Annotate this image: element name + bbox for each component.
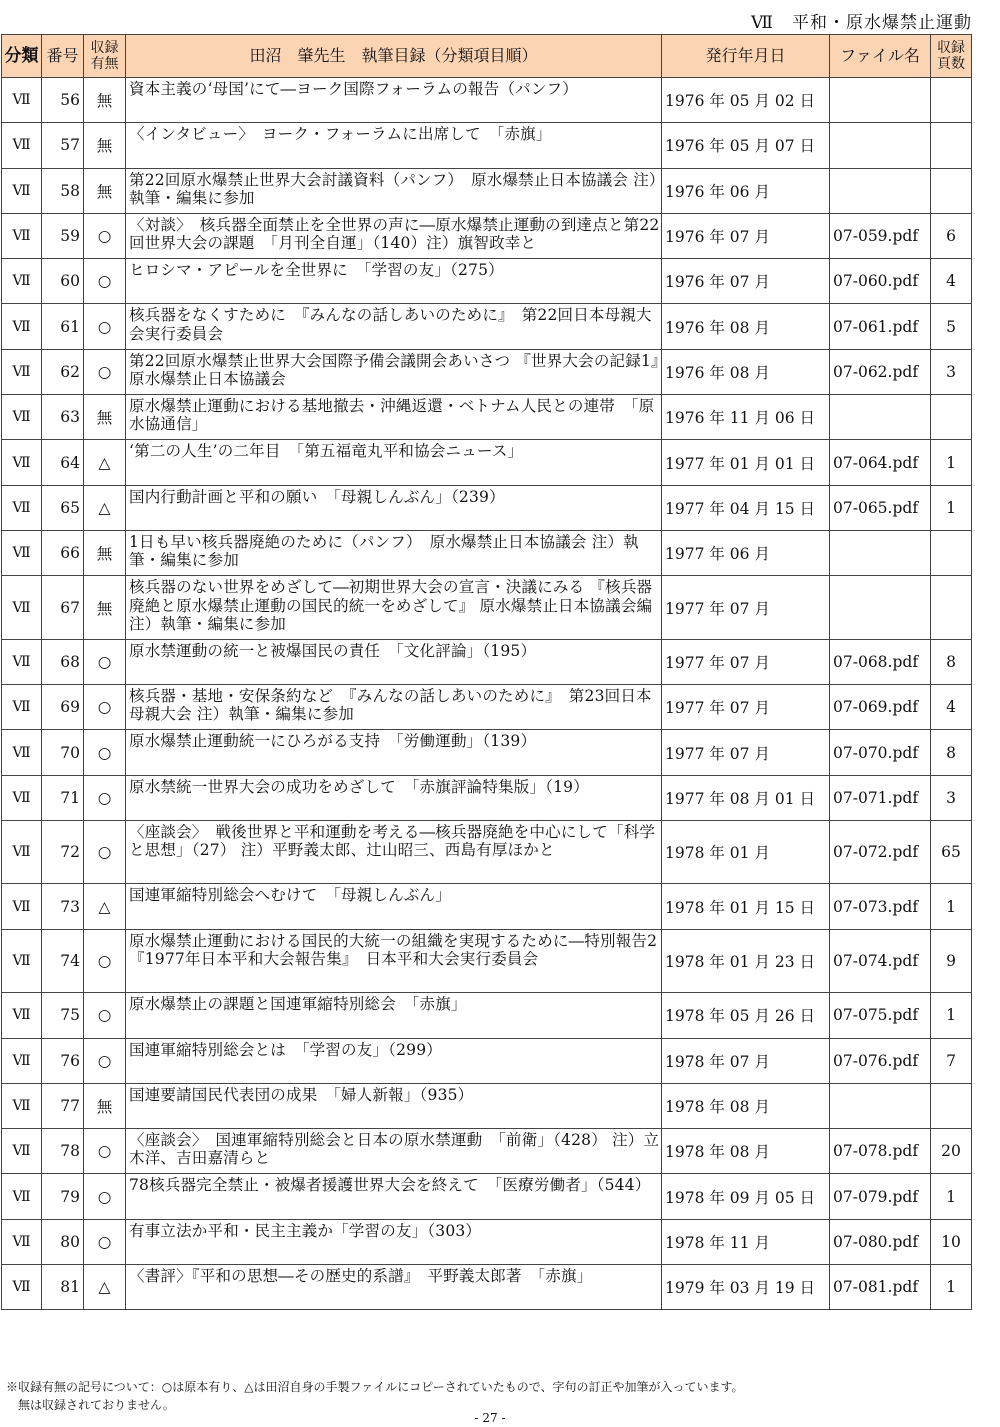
row-number: 59 (42, 213, 84, 258)
row-file: 07-068.pdf (830, 639, 931, 684)
row-recorded: ○ (84, 820, 126, 884)
row-title: 国内行動計画と平和の願い 「母親しんぶん」（239） (126, 485, 662, 530)
row-recorded: 無 (84, 530, 126, 575)
row-date: 1978 年 01 月 15 日 (662, 884, 830, 929)
row-number: 70 (42, 730, 84, 775)
row-date: 1976 年 07 月 (662, 213, 830, 258)
row-file: 07-076.pdf (830, 1038, 931, 1083)
row-date: 1978 年 08 月 (662, 1129, 830, 1174)
header-number: 番号 (42, 35, 84, 78)
row-pages: 9 (931, 929, 972, 993)
row-title: 原水禁統一世界大会の成功をめざして 「赤旗評論特集版」（19） (126, 775, 662, 820)
table-row (2, 1038, 972, 1083)
row-recorded: 無 (84, 78, 126, 123)
row-recorded: ○ (84, 259, 126, 304)
table-row (2, 639, 972, 684)
row-number: 79 (42, 1174, 84, 1219)
table-row (2, 213, 972, 258)
row-recorded: ○ (84, 993, 126, 1038)
row-date: 1978 年 07 月 (662, 1038, 830, 1083)
row-number: 75 (42, 993, 84, 1038)
table-row (2, 395, 972, 440)
row-file (830, 530, 931, 575)
row-recorded: ○ (84, 639, 126, 684)
row-title: ヒロシマ・アピールを全世界に 「学習の友」（275） (126, 259, 662, 304)
table-row (2, 1174, 972, 1219)
row-title: 原水禁運動の統一と被爆国民の責任 「文化評論」（195） (126, 639, 662, 684)
row-date: 1977 年 04 月 15 日 (662, 485, 830, 530)
row-category: Ⅶ (2, 820, 42, 884)
row-recorded: ○ (84, 1129, 126, 1174)
row-pages: 20 (931, 1129, 972, 1174)
row-title: 核兵器・基地・安保条約など 『みんなの話しあいのために』 第23回日本母親大会 注）執筆・編集に参加 (126, 685, 662, 730)
row-file: 07-065.pdf (830, 485, 931, 530)
row-pages: 7 (931, 1038, 972, 1083)
row-title: 〈座談会〉 国連軍縮特別総会と日本の原水禁運動 「前衛」（428） 注）立木洋、吉田嘉清らと (126, 1129, 662, 1174)
header-file: ファイル名 (830, 35, 931, 78)
header-pages: 収録頁数 (931, 35, 972, 78)
row-category: Ⅶ (2, 78, 42, 123)
row-date: 1978 年 08 月 (662, 1083, 830, 1128)
row-category: Ⅶ (2, 929, 42, 993)
row-number: 57 (42, 123, 84, 168)
row-date: 1977 年 07 月 (662, 576, 830, 640)
row-category: Ⅶ (2, 440, 42, 485)
row-pages: 4 (931, 259, 972, 304)
table-row (2, 730, 972, 775)
section-title: Ⅶ 平和・原水爆禁止運動 (751, 13, 972, 33)
row-file (830, 168, 931, 213)
table-header-row (2, 35, 972, 78)
row-title: 原水爆禁止運動における基地撤去・沖縄返還・ベトナム人民との連帯 「原水協通信」 (126, 395, 662, 440)
row-title: 原水爆禁止運動統一にひろがる支持 「労働運動」（139） (126, 730, 662, 775)
row-pages (931, 576, 972, 640)
row-date: 1979 年 03 月 19 日 (662, 1265, 830, 1310)
row-title: 国連要請国民代表団の成果 「婦人新報」（935） (126, 1083, 662, 1128)
row-file: 07-069.pdf (830, 685, 931, 730)
row-date: 1978 年 05 月 26 日 (662, 993, 830, 1038)
footnote (6, 1378, 744, 1414)
row-title: 核兵器のない世界をめざして―初期世界大会の宣言・決議にみる 『核兵器廃絶と原水爆禁止運動の国民的統一をめざして』 原水爆禁止日本協議会編 注）執筆・編集に参加 (126, 576, 662, 640)
row-title: 〈書評〉『平和の思想―その歴史的系譜』 平野義太郎著 「赤旗」 (126, 1265, 662, 1310)
row-file (830, 395, 931, 440)
row-date: 1977 年 07 月 (662, 730, 830, 775)
row-pages: 3 (931, 775, 972, 820)
row-number: 72 (42, 820, 84, 884)
row-file: 07-080.pdf (830, 1219, 931, 1264)
row-file (830, 78, 931, 123)
row-category: Ⅶ (2, 1265, 42, 1310)
row-number: 80 (42, 1219, 84, 1264)
row-title: 有事立法か平和・民主主義か「学習の友」（303） (126, 1219, 662, 1264)
table-row (2, 304, 972, 349)
header-recorded: 収録有無 (84, 35, 126, 78)
row-title: 1日も早い核兵器廃絶のために（パンフ） 原水爆禁止日本協議会 注）執筆・編集に参加 (126, 530, 662, 575)
row-date: 1978 年 09 月 05 日 (662, 1174, 830, 1219)
row-number: 69 (42, 685, 84, 730)
row-pages: 1 (931, 993, 972, 1038)
row-recorded: △ (84, 1265, 126, 1310)
row-pages: 1 (931, 884, 972, 929)
row-number: 56 (42, 78, 84, 123)
row-category: Ⅶ (2, 993, 42, 1038)
table-row (2, 168, 972, 213)
row-recorded: ○ (84, 349, 126, 394)
row-category: Ⅶ (2, 123, 42, 168)
row-title: 78核兵器完全禁止・被爆者援護世界大会を終えて 「医療労働者」（544） (126, 1174, 662, 1219)
header-title: 田沼 肇先生 執筆目録（分類項目順） (126, 35, 662, 78)
row-recorded: 無 (84, 168, 126, 213)
row-category: Ⅶ (2, 1038, 42, 1083)
row-number: 68 (42, 639, 84, 684)
row-recorded: 無 (84, 395, 126, 440)
table-row (2, 884, 972, 929)
row-recorded: ○ (84, 1174, 126, 1219)
row-file: 07-075.pdf (830, 993, 931, 1038)
table-row (2, 1219, 972, 1264)
row-number: 77 (42, 1083, 84, 1128)
row-recorded: ○ (84, 1219, 126, 1264)
row-category: Ⅶ (2, 530, 42, 575)
row-category: Ⅶ (2, 485, 42, 530)
row-pages: 8 (931, 639, 972, 684)
row-date: 1978 年 11 月 (662, 1219, 830, 1264)
table-row (2, 820, 972, 884)
row-recorded: 無 (84, 1083, 126, 1128)
row-pages (931, 530, 972, 575)
page-number: - 27 - (474, 1411, 506, 1425)
row-date: 1977 年 01 月 01 日 (662, 440, 830, 485)
row-category: Ⅶ (2, 213, 42, 258)
row-number: 60 (42, 259, 84, 304)
row-file: 07-074.pdf (830, 929, 931, 993)
row-category: Ⅶ (2, 576, 42, 640)
table-row (2, 1083, 972, 1128)
row-category: Ⅶ (2, 1174, 42, 1219)
table-row (2, 485, 972, 530)
row-date: 1976 年 07 月 (662, 259, 830, 304)
row-pages: 65 (931, 820, 972, 884)
row-category: Ⅶ (2, 730, 42, 775)
row-title: 原水爆禁止運動における国民的大統一の組織を実現するために―特別報告2 『1977年日本平和大会報告集』 日本平和大会実行委員会 (126, 929, 662, 993)
row-file: 07-059.pdf (830, 213, 931, 258)
table-row (2, 123, 972, 168)
row-pages: 4 (931, 685, 972, 730)
row-pages: 8 (931, 730, 972, 775)
table-row (2, 1129, 972, 1174)
row-file: 07-064.pdf (830, 440, 931, 485)
table-row (2, 685, 972, 730)
row-recorded: ○ (84, 1038, 126, 1083)
row-title: 国連軍縮特別総会とは 「学習の友」（299） (126, 1038, 662, 1083)
row-pages (931, 1083, 972, 1128)
row-date: 1978 年 01 月 (662, 820, 830, 884)
row-number: 58 (42, 168, 84, 213)
row-category: Ⅶ (2, 685, 42, 730)
row-recorded: ○ (84, 775, 126, 820)
row-file: 07-078.pdf (830, 1129, 931, 1174)
row-number: 71 (42, 775, 84, 820)
row-category: Ⅶ (2, 168, 42, 213)
table-row (2, 440, 972, 485)
row-number: 65 (42, 485, 84, 530)
row-date: 1978 年 01 月 23 日 (662, 929, 830, 993)
row-pages (931, 168, 972, 213)
table-row (2, 1265, 972, 1310)
footnote-line-2: 無は収録されておりません。 (18, 1398, 175, 1412)
header-date: 発行年月日 (662, 35, 830, 78)
row-category: Ⅶ (2, 775, 42, 820)
row-pages: 1 (931, 440, 972, 485)
row-title: 〈インタビュー〉 ヨーク・フォーラムに出席して 「赤旗」 (126, 123, 662, 168)
row-recorded: ○ (84, 929, 126, 993)
table-row (2, 78, 972, 123)
row-file (830, 576, 931, 640)
row-title: 第22回原水爆禁止世界大会国際予備会議開会あいさつ 『世界大会の記録1』 原水爆禁止日本協議会 (126, 349, 662, 394)
row-file: 07-081.pdf (830, 1265, 931, 1310)
table-row (2, 775, 972, 820)
row-file (830, 1083, 931, 1128)
row-date: 1977 年 06 月 (662, 530, 830, 575)
row-date: 1977 年 07 月 (662, 639, 830, 684)
row-pages (931, 395, 972, 440)
row-category: Ⅶ (2, 259, 42, 304)
row-number: 76 (42, 1038, 84, 1083)
row-title: ‘第二の人生’の二年目 「第五福竜丸平和協会ニュース」 (126, 440, 662, 485)
row-number: 63 (42, 395, 84, 440)
row-category: Ⅶ (2, 395, 42, 440)
row-recorded: △ (84, 884, 126, 929)
row-pages: 10 (931, 1219, 972, 1264)
row-category: Ⅶ (2, 639, 42, 684)
row-category: Ⅶ (2, 1129, 42, 1174)
footnote-line-1: ※収録有無の記号について：○は原本有り、△は田沼自身の手製ファイルにコピーされていたもので、字句の訂正や加筆が入っています。 (6, 1380, 744, 1394)
table-row (2, 530, 972, 575)
row-recorded: △ (84, 485, 126, 530)
row-title: 〈対談〉 核兵器全面禁止を全世界の声に―原水爆禁止運動の到達点と第22回世界大会の課題 「月刊全自運」（140）注）旗智政幸と (126, 213, 662, 258)
table-body (2, 78, 972, 1310)
table-row (2, 993, 972, 1038)
row-recorded: ○ (84, 730, 126, 775)
row-date: 1976 年 06 月 (662, 168, 830, 213)
row-pages (931, 78, 972, 123)
row-number: 64 (42, 440, 84, 485)
row-file: 07-071.pdf (830, 775, 931, 820)
header-category: 分類 (2, 35, 42, 78)
row-pages: 1 (931, 1265, 972, 1310)
row-number: 67 (42, 576, 84, 640)
row-title: 国連軍縮特別総会へむけて 「母親しんぶん」 (126, 884, 662, 929)
row-category: Ⅶ (2, 1083, 42, 1128)
table-row (2, 349, 972, 394)
row-file (830, 123, 931, 168)
row-category: Ⅶ (2, 349, 42, 394)
row-file: 07-060.pdf (830, 259, 931, 304)
row-date: 1976 年 05 月 07 日 (662, 123, 830, 168)
row-recorded: ○ (84, 304, 126, 349)
bibliography-table (1, 34, 972, 1310)
row-title: 資本主義の‘母国’にて―ヨーク国際フォーラムの報告（パンフ） (126, 78, 662, 123)
row-pages: 1 (931, 1174, 972, 1219)
row-date: 1977 年 08 月 01 日 (662, 775, 830, 820)
row-file: 07-062.pdf (830, 349, 931, 394)
row-pages: 6 (931, 213, 972, 258)
row-file: 07-061.pdf (830, 304, 931, 349)
row-recorded: △ (84, 440, 126, 485)
table-row (2, 929, 972, 993)
row-number: 73 (42, 884, 84, 929)
row-category: Ⅶ (2, 884, 42, 929)
row-file: 07-073.pdf (830, 884, 931, 929)
table-row (2, 259, 972, 304)
row-number: 61 (42, 304, 84, 349)
row-recorded: 無 (84, 576, 126, 640)
row-category: Ⅶ (2, 1219, 42, 1264)
row-number: 78 (42, 1129, 84, 1174)
table-row (2, 576, 972, 640)
row-pages: 5 (931, 304, 972, 349)
row-recorded: 無 (84, 123, 126, 168)
row-title: 〈座談会〉 戦後世界と平和運動を考える―核兵器廃絶を中心にして「科学と思想」（27） 注）平野義太郎、辻山昭三、西島有厚ほかと (126, 820, 662, 884)
row-date: 1976 年 05 月 02 日 (662, 78, 830, 123)
row-pages: 1 (931, 485, 972, 530)
row-recorded: ○ (84, 213, 126, 258)
row-recorded: ○ (84, 685, 126, 730)
row-category: Ⅶ (2, 304, 42, 349)
row-pages (931, 123, 972, 168)
row-number: 74 (42, 929, 84, 993)
row-pages: 3 (931, 349, 972, 394)
row-file: 07-070.pdf (830, 730, 931, 775)
row-file: 07-079.pdf (830, 1174, 931, 1219)
row-number: 62 (42, 349, 84, 394)
row-title: 第22回原水爆禁止世界大会討議資料（パンフ） 原水爆禁止日本協議会 注）執筆・編集に参加 (126, 168, 662, 213)
row-date: 1976 年 08 月 (662, 304, 830, 349)
row-date: 1977 年 07 月 (662, 685, 830, 730)
row-date: 1976 年 11 月 06 日 (662, 395, 830, 440)
row-title: 原水爆禁止の課題と国連軍縮特別総会 「赤旗」 (126, 993, 662, 1038)
row-number: 81 (42, 1265, 84, 1310)
row-date: 1976 年 08 月 (662, 349, 830, 394)
row-number: 66 (42, 530, 84, 575)
row-title: 核兵器をなくすために 『みんなの話しあいのために』 第22回日本母親大会実行委員会 (126, 304, 662, 349)
row-file: 07-072.pdf (830, 820, 931, 884)
